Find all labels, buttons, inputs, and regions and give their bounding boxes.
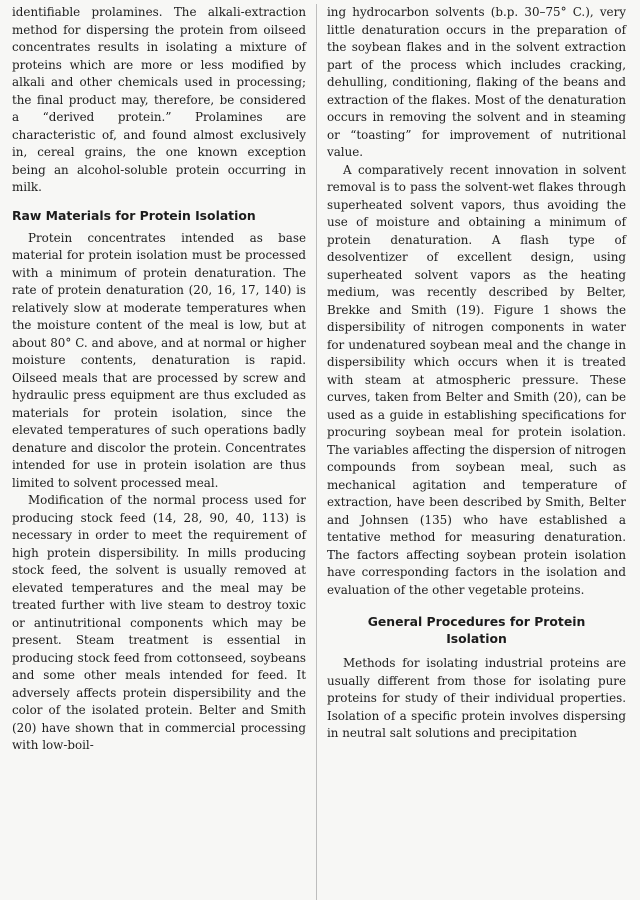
- paragraph: Protein concentrates intended as base material for protein isolation must be processed with a minimum of protein denaturation. The rate of protein denaturation (20, 16, 17, 140) is relatively slow at moderate temperatures when the moisture content of the meal is low, but at about 80° C. and above, and at normal or higher moisture contents, denaturation is rapid. Oilseed meals that are processed by screw and hydraulic press equipment are thus excluded as materials for protein isolation, since the elevated temperatures of such operations badly denature and discolor the protein. Concentrates intended for use in protein isolation are thus limited to solvent processed meal.: [12, 230, 306, 490]
- paragraph: Methods for isolating industrial proteins are usually different from those for isolating pure proteins for study of their individual properties. Isolation of a specific protein involves dispersing in neutral salt solutions and precipitation: [327, 656, 626, 740]
- left-column: [12, 4, 316, 900]
- paragraph: Modification of the normal process used for producing stock feed (14, 28, 90, 40, 113) is necessary in order to meet the requirement of high protein dispersibility. In mills producing stock feed, the solvent is usually removed at elevated temperatures and the meal may be treated further with live steam to destroy toxic or antinutritional components which may be present. Steam treatment is essential in producing stock feed from cottonseed, soybeans and some other meals intended for feed. It adversely affects protein dispersibility and the color of the isolated protein. Belter and Smith (20) have shown that in commercial processing with low-boil-: [12, 493, 306, 752]
- section-heading: General Procedures for Protein Isolation: [367, 614, 586, 646]
- paragraph: A comparatively recent innovation in solvent removal is to pass the solvent-wet flakes through superheated solvent vapors, thus avoiding the use of moisture and obtaining a minimum of protein denaturation. A flash type of desolventizer of excellent design, using superheated solvent vapors as the heating medium, was recently described by Belter, Brekke and Smith (19). Figure 1 shows the dispersibility of nitrogen components in water for undenatured soybean meal and the change in dispersibility which occurs when it is treated with steam at atmospheric pressure. These curves, taken from Belter and Smith (20), can be used as a guide in establishing specifications for procuring soybean meal for protein isolation. The variables affecting the dispersion of nitrogen compounds from soybean meal, such as mechanical agitation and temperature of extraction, have been described by Smith, Belter and Johnsen (135) who have established a tentative method for measuring denaturation. The factors affecting soybean protein isolation have corresponding factors in the isolation and evaluation of the other vegetable proteins.: [327, 162, 626, 597]
- paragraph: ing hydrocarbon solvents (b.p. 30–75° C.), very little denaturation occurs in the preparation of the soybean flakes and in the solvent extraction part of the process which includes cracking, dehulling, conditioning, flaking of the beans and extraction of the flakes. Most of the denaturation occurs in removing the solvent and in steaming or “toasting” for improvement of nutritional value.: [327, 5, 626, 159]
- section-heading: Raw Materials for Protein Isolation: [12, 207, 256, 223]
- right-column: [316, 4, 626, 900]
- paragraph: identifiable prolamines. The alkali-extraction method for dispersing the protein from oilseed concentrates results in isolating a mixture of proteins which are more or less modified by alkali and other chemicals used in processing; the final product may, therefore, be considered a “derived protein.” Prolamines are characteristic of, and found almost exclusively in, cereal grains, the one known exception being an alcohol-soluble protein occurring in milk.: [12, 5, 306, 194]
